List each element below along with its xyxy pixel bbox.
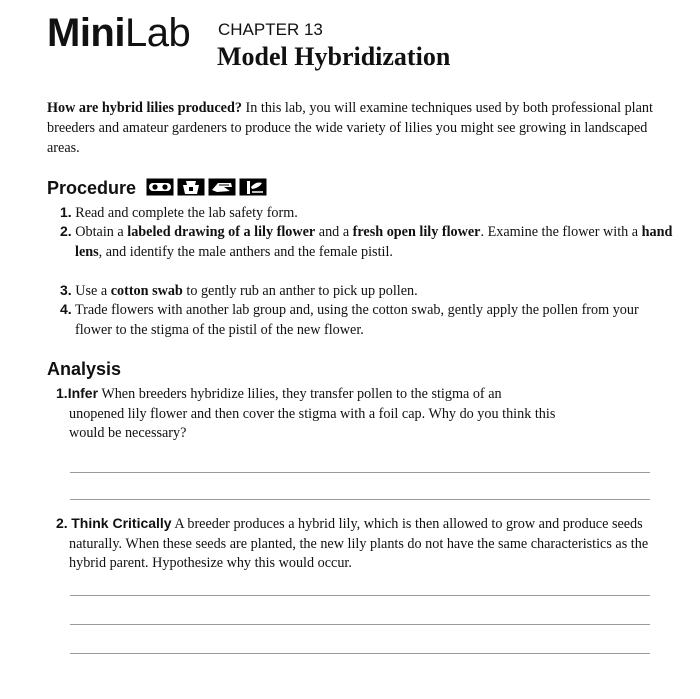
minilab-logo <box>47 8 190 58</box>
intro-text: In this lab, you will examine techniques used by both professional plant breeders and amateur gardeners to produce the wide variety of lilies you might see growing in landscaped areas. <box>47 100 653 156</box>
q2-label: Think Critically <box>71 515 172 531</box>
procedure-step-2: 2. Obtain a labeled drawing of a lily flower and a fresh open lily flower. Examine the flower with a hand lens, and identify the male anthers and the female pistil. <box>60 223 673 260</box>
answer-line[interactable] <box>70 499 650 500</box>
analysis-heading: Analysis <box>47 359 122 379</box>
safety-icons <box>146 178 267 196</box>
procedure-heading: Procedure <box>47 178 137 198</box>
intro-question: How are hybrid lilies produced? <box>47 100 242 116</box>
analysis-question-2: 2. Think Critically A breeder produces a hybrid lily, which is then allowed to grow and produce seeds naturally. When these seeds are planted, the new lily plants do not have the same characteristics as the hybrid parent. Hypothesize why this would occur. <box>56 515 649 571</box>
procedure-step-1: 1. Read and complete the lab safety form. <box>60 204 298 221</box>
page-title: Model Hybridization <box>217 42 451 71</box>
plant-safety-icon <box>239 178 267 196</box>
procedure-step-3: 3. Use a cotton swab to gently rub an anther to pick up pollen. <box>60 282 418 299</box>
hand-safety-icon <box>208 178 236 196</box>
answer-line[interactable] <box>70 653 650 654</box>
q1-label: Infer <box>67 385 99 401</box>
procedure-step-4: 4. Trade flowers with another lab group and, using the cotton swab, gently apply the pollen from your flower to the stigma of the pistil of the new flower. <box>60 301 639 338</box>
answer-line[interactable] <box>70 472 650 473</box>
analysis-question-1: 1.Infer When breeders hybridize lilies, they transfer pollen to the stigma of an unopened lily flower and then cover the stigma with a foil cap. Why do you think this would be necessary? <box>56 385 556 441</box>
answer-line[interactable] <box>70 624 650 625</box>
chapter-label: CHAPTER 13 <box>218 20 323 39</box>
brand-lab: Lab <box>124 11 191 55</box>
answer-line[interactable] <box>70 595 650 596</box>
brand-mini: Mini <box>47 11 125 55</box>
goggles-icon <box>146 178 174 196</box>
intro-paragraph <box>47 98 659 158</box>
apron-icon <box>177 178 205 196</box>
